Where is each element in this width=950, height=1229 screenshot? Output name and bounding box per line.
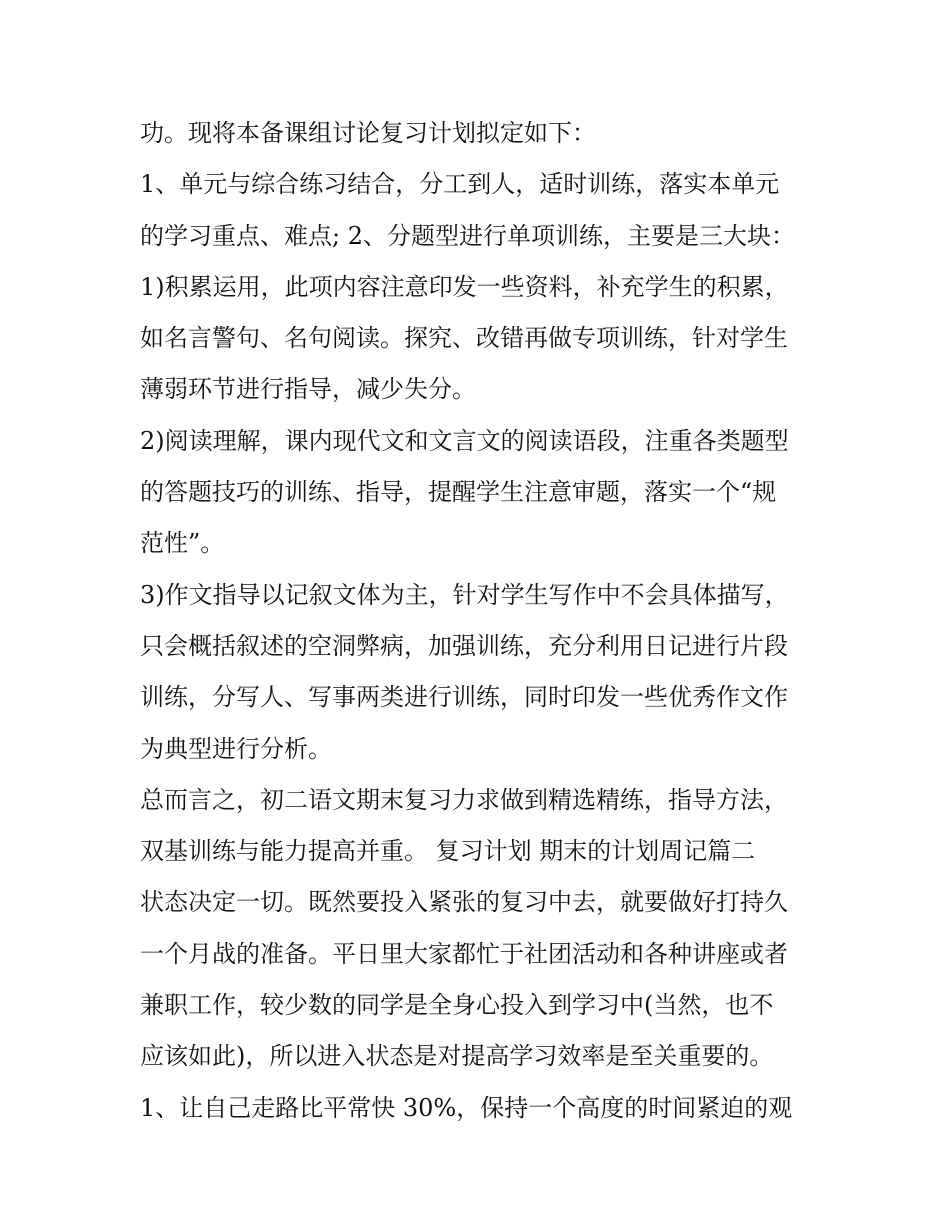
text-line: 双基训练与能力提高并重。 复习计划 期末的计划周记篇二 xyxy=(140,837,756,866)
document-body xyxy=(140,108,820,1134)
text-line: 应该如此)，所以进入状态是对提高学习效率是至关重要的。 xyxy=(140,1042,774,1071)
text-line: 薄弱环节进行指导，减少失分。 xyxy=(140,375,476,404)
text-line: 2)阅读理解，课内现代文和文言文的阅读语段，注重各类题型 xyxy=(140,426,789,455)
text-line: 状态决定一切。既然要投入紧张的复习中去，就要做好打持久 xyxy=(140,888,788,917)
text-line: 1)积累运用，此项内容注意印发一些资料，补充学生的积累， xyxy=(140,272,789,301)
text-line: 1、单元与综合练习结合，分工到人，适时训练，落实本单元 xyxy=(140,170,780,199)
text-line: 功。现将本备课组讨论复习计划拟定如下： xyxy=(140,119,596,147)
text-line: 只会概括叙述的空洞弊病，加强训练，充分利用日记进行片段 xyxy=(140,631,788,660)
text-line: 如名言警句、名句阅读。探究、改错再做专项训练，针对学生 xyxy=(140,324,788,353)
text-line: 范性”。 xyxy=(140,529,225,558)
text-line: 1、让自己走路比平常快 30%，保持一个高度的时间紧迫的观 xyxy=(140,1093,793,1122)
text-line: 兼职工作，较少数的同学是全身心投入到学习中(当然，也不 xyxy=(140,991,774,1020)
text-line: 总而言之，初二语文期末复习力求做到精选精练，指导方法， xyxy=(140,785,788,814)
text-line: 训练，分写人、写事两类进行训练，同时印发一些优秀作文作 xyxy=(140,683,788,712)
text-line: 3)作文指导以记叙文体为主，针对学生写作中不会具体描写， xyxy=(140,580,789,609)
text-line: 的学习重点、难点; 2、分题型进行单项训练，主要是三大块： xyxy=(140,221,795,250)
text-line: 一个月战的准备。平日里大家都忙于社团活动和各种讲座或者 xyxy=(140,939,788,968)
text-line: 的答题技巧的训练、指导，提醒学生注意审题，落实一个“规 xyxy=(140,478,777,507)
text-line: 为典型进行分析。 xyxy=(140,734,332,763)
